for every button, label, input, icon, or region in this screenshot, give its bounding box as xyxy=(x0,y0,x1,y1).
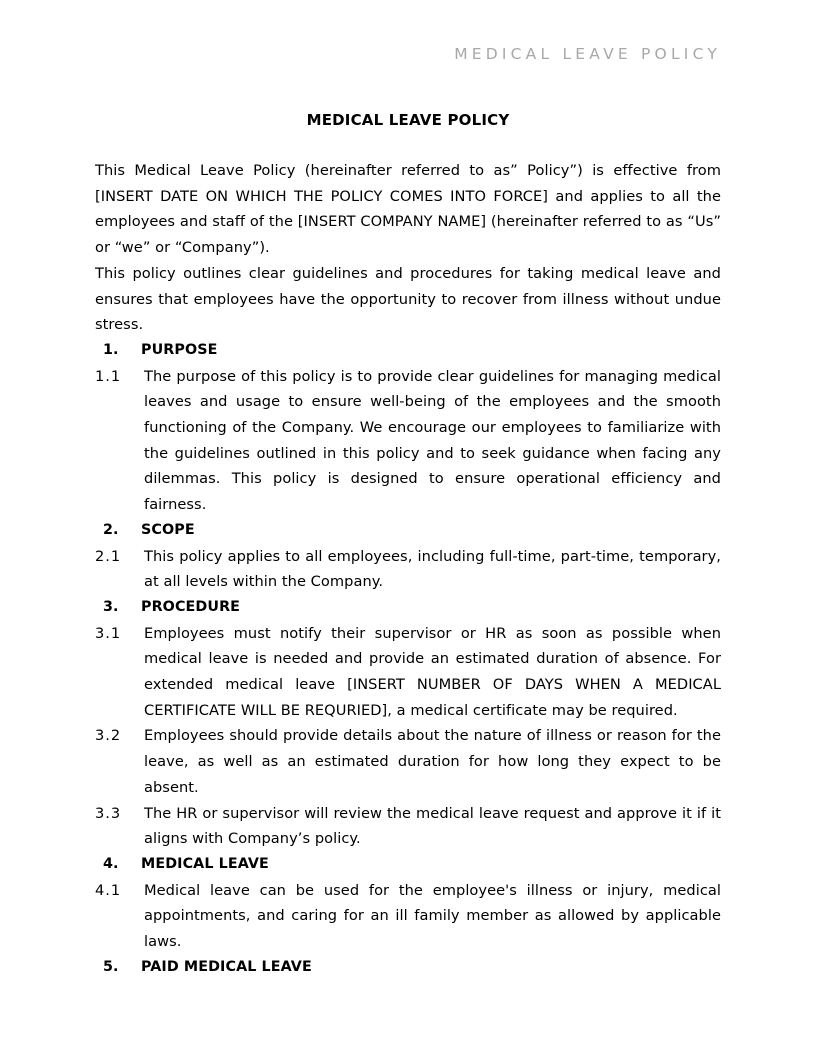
section-heading-medical-leave xyxy=(95,852,721,878)
section-label: PURPOSE xyxy=(141,341,218,358)
clause-text: Medical leave can be used for the employee's illness or injury, medical appointments, and caring for an ill family member as allowed by applicable laws. xyxy=(144,881,721,951)
clause-text: Employees should provide details about the nature of illness or reason for the leave, as well as an estimated duration for how long they expect to be absent. xyxy=(144,727,721,796)
section-label: SCOPE xyxy=(141,521,195,538)
section-number: 2. xyxy=(103,521,119,538)
section-number: 3. xyxy=(103,598,119,615)
section-heading-scope xyxy=(95,518,721,544)
section-heading-purpose xyxy=(95,338,721,364)
section-label: PROCEDURE xyxy=(141,598,241,615)
clause-text: The purpose of this policy is to provide clear guidelines for managing medical leaves and usage to ensure well-being of the employees and the smooth functioning of the Company. We encourage our employees to familiarize with the guidelines outlined in this policy and to seek guidance when facing any dilemmas. This policy is designed to ensure operational efficiency and fairness. xyxy=(144,367,721,514)
clause-text: Employees must notify their supervisor or HR as soon as possible when medical leave is needed and provide an estimated duration of absence. For extended medical leave [INSERT NUMBER OF DAYS WHEN A MEDICAL CERTIFICATE WILL BE REQURIED], a medical certificate may be required. xyxy=(144,624,721,719)
section-number: 1. xyxy=(103,341,119,358)
clause-text: This policy applies to all employees, including full-time, part-time, temporary, at all levels within the Company. xyxy=(144,547,721,591)
clause-number: 1.1 xyxy=(95,367,122,385)
running-header: MEDICAL LEAVE POLICY xyxy=(454,45,721,63)
section-label: PAID MEDICAL LEAVE xyxy=(141,958,312,975)
clause-2-1 xyxy=(95,544,721,595)
section-number: 4. xyxy=(103,855,119,872)
clause-number: 3.3 xyxy=(95,804,122,822)
section-heading-paid-medical-leave xyxy=(95,955,721,981)
intro-paragraph-1: This Medical Leave Policy (hereinafter referred to as” Policy”) is effective from [INSERT DATE ON WHICH THE POLICY COMES INTO FORCE] and applies to all the employees and staff of the [INSERT COMPANY NAME] (hereinafter referred to as “Us” or “we” or “Company”). xyxy=(95,162,721,257)
clause-1-1 xyxy=(95,364,721,518)
clause-3-1 xyxy=(95,621,721,724)
intro-paragraph-2: This policy outlines clear guidelines and procedures for taking medical leave and ensures that employees have the opportunity to recover from illness without undue stress. xyxy=(95,264,721,334)
clause-3-3 xyxy=(95,801,721,852)
page-title: MEDICAL LEAVE POLICY xyxy=(306,111,510,129)
document-body xyxy=(95,110,721,981)
clause-text: The HR or supervisor will review the medical leave request and approve it if it aligns with Company’s policy. xyxy=(144,804,721,848)
clause-number: 3.1 xyxy=(95,624,122,642)
clause-number: 2.1 xyxy=(95,547,122,565)
clause-3-2 xyxy=(95,723,721,800)
section-label: MEDICAL LEAVE xyxy=(141,855,269,872)
clause-number: 3.2 xyxy=(95,727,122,745)
clause-4-1 xyxy=(95,878,721,955)
clause-number: 4.1 xyxy=(95,881,122,899)
section-heading-procedure xyxy=(95,595,721,621)
section-number: 5. xyxy=(103,958,119,975)
